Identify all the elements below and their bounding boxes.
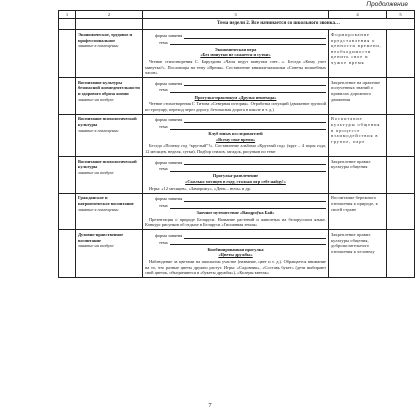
goal-text: Закрепление правил культуры общения, доброжелательного отношения к человеку — [331, 231, 375, 254]
column-number-row — [59, 11, 415, 19]
goal-cell — [329, 30, 387, 78]
form-label: форма занятия — [155, 80, 183, 86]
goal-cell — [329, 230, 387, 278]
activity-cell — [143, 230, 329, 278]
activity-cell — [143, 114, 329, 156]
fill-in-rule — [170, 240, 326, 245]
lesson-form: занятие в помещении — [78, 127, 119, 133]
direction-cell — [76, 78, 143, 115]
fill-in-rule — [184, 118, 326, 123]
lesson-form: занятие на воздухе — [78, 243, 114, 249]
direction-title: Воспитание психологической культуры — [78, 158, 137, 170]
theme-line — [159, 240, 326, 246]
theme-label: тема — [159, 239, 168, 245]
event-description: Наблюдение за цветами на школьном участке (название, цвет и т. д.). Обращается внимание на то, что разные цветы дружно растут. Игры: «Садовник», «Составь букет» (дети выбирают свой цветок, объединяются в «букеты дружбы»), «Колеры кветак» — [145, 258, 326, 276]
theme-line — [159, 40, 326, 46]
form-label: форма занятия — [155, 232, 183, 238]
table-row — [59, 230, 415, 278]
empty-cell — [387, 78, 415, 115]
empty-cell — [387, 157, 415, 194]
empty-cell — [387, 30, 415, 78]
goal-text: Закрепление правил культуры общения — [331, 158, 371, 170]
event-description: Чтение стихотворения Г. Титова «Северная история». Отработка ситуаций (движение группой по тротуару, переход через дорогу, безопасная дорога в школе и т. д.) — [145, 101, 326, 112]
week-title-row — [59, 19, 415, 30]
fill-in-rule — [170, 167, 326, 172]
form-line — [155, 196, 326, 202]
empty-cell — [387, 114, 415, 156]
direction-title: Экономическое, трудовое и профессиональное — [78, 31, 132, 43]
theme-label: тема — [159, 124, 168, 130]
empty-cell — [387, 230, 415, 278]
event-description: Беседа «Почему год “круглый”?». Составление альбома «Круглый год» (круг – 4 поры года, 12 месяцев, неделя, сутки). Подбор стихов, загадок, рисунков по теме — [145, 143, 326, 155]
event-subtitle: «Сколько месяцев в году, столько игр себе найду!» — [185, 179, 286, 185]
form-line — [155, 160, 326, 166]
fill-in-rule — [184, 81, 326, 86]
goal-cell — [329, 78, 387, 115]
table-row — [59, 78, 415, 115]
form-label: форма занятия — [155, 117, 183, 123]
theme-label: тема — [159, 39, 168, 45]
lesson-form: занятие в помещении — [78, 206, 119, 212]
activity-cell — [143, 193, 329, 230]
direction-title: Гражданское и патриотическое воспитание — [78, 195, 134, 206]
activity-cell — [143, 157, 329, 194]
goal-cell — [329, 157, 387, 194]
event-title: Прогулка-практикум «Друзья пешехода» — [194, 94, 277, 100]
table-row — [59, 30, 415, 78]
direction-title: Воспитание психологической культуры — [78, 116, 137, 128]
fill-in-rule — [184, 34, 326, 39]
direction-cell — [76, 30, 143, 78]
lesson-form: занятие в помещении — [78, 43, 119, 49]
event-description: Презентация о природе Беларуси. Название растений и животных на белорусском языке. Конкурс рисунков об отдыхе в Беларуси «Гисиянная земля» — [145, 216, 326, 228]
form-line — [155, 33, 326, 39]
goal-text: Воспитание культуры общения в процессе взаимодействия в группе, паре — [331, 116, 381, 144]
theme-line — [159, 203, 326, 209]
direction-cell — [76, 114, 143, 156]
empty-cell — [59, 230, 76, 278]
empty-cell — [59, 30, 76, 78]
fill-in-rule — [184, 197, 326, 202]
form-line — [155, 117, 326, 123]
goal-cell — [329, 193, 387, 230]
goal-cell — [329, 114, 387, 156]
column-number: 3 — [143, 11, 329, 19]
event-title: Комбинированная прогулка — [207, 246, 264, 252]
running-head: Продолжение — [366, 1, 408, 8]
activity-cell — [143, 30, 329, 78]
event-description: Чтение стихотворения С. Баруздина «Часы ведут минутам счет…». Беседа «Кому учет минутка?». Пословицы на тему «Время». Составление книжки-малышки «Советы волшебных часов» — [145, 58, 326, 76]
event-subtitle: «Цветы дружбы» — [218, 252, 253, 258]
column-number: 2 — [76, 11, 143, 19]
event-title: Заочное путешествие «Вандроўка Бай» — [196, 210, 275, 216]
lesson-form: занятие на воздухе — [78, 169, 114, 175]
fill-in-rule — [184, 234, 326, 239]
goal-text: Воспитание бережного отношения к природе, к своей стране — [331, 195, 378, 212]
theme-line — [159, 87, 326, 93]
theme-line — [159, 124, 326, 130]
goal-text: Закрепление на практике полученных знаний о правилах дорожного движения — [331, 79, 381, 102]
column-number: 1 — [59, 11, 76, 19]
event-subtitle: «Всему свое время» — [215, 136, 256, 142]
empty-cell — [387, 193, 415, 230]
direction-cell — [76, 193, 143, 230]
week-title: Тема недели 2. Все начинается со школьного звонка… — [143, 19, 415, 30]
activity-cell — [143, 78, 329, 115]
event-title: Клуб юных исследователей — [208, 131, 263, 137]
fill-in-rule — [170, 125, 326, 130]
table-row — [59, 114, 415, 156]
fill-in-rule — [184, 160, 326, 165]
direction-title: Духовно-нравственное воспитание — [78, 231, 124, 243]
table-row — [59, 157, 415, 194]
event-title: Экономическая игра — [214, 46, 257, 52]
empty-cell — [59, 114, 76, 156]
page-number: 7 — [208, 402, 212, 409]
lesson-form: занятие на воздухе — [78, 96, 114, 102]
form-line — [155, 81, 326, 87]
form-label: форма занятия — [155, 196, 183, 202]
fill-in-rule — [170, 88, 326, 93]
event-title: Прогулка-развлечение — [212, 173, 259, 179]
theme-label: тема — [159, 166, 168, 172]
form-label: форма занятия — [155, 159, 183, 165]
theme-line — [159, 166, 326, 172]
theme-label: тема — [159, 87, 168, 93]
empty-cell — [76, 19, 143, 30]
event-subtitle: «Без минутки не сажается и сутки» — [200, 52, 271, 58]
empty-cell — [59, 157, 76, 194]
table-row — [59, 193, 415, 230]
theme-label: тема — [159, 202, 168, 208]
event-description: Игры: «12 месяцев», «Заморожу», «День – ночь» и др. — [149, 185, 251, 191]
lesson-plan-table — [58, 10, 415, 278]
empty-cell — [59, 19, 76, 30]
column-number: 5 — [387, 11, 415, 19]
empty-cell — [59, 193, 76, 230]
direction-title: Воспитание культуры безопасной жизнедеятельности и здорового образа жизни — [78, 79, 140, 97]
direction-cell — [76, 157, 143, 194]
form-line — [155, 233, 326, 239]
goal-text: Формирование представления о ценности времени, необходимости ценить свое и чужое время — [331, 31, 382, 66]
direction-cell — [76, 230, 143, 278]
fill-in-rule — [170, 40, 326, 45]
empty-cell — [59, 78, 76, 115]
fill-in-rule — [170, 204, 326, 209]
form-label: форма занятия — [155, 32, 183, 38]
column-number: 4 — [329, 11, 387, 19]
